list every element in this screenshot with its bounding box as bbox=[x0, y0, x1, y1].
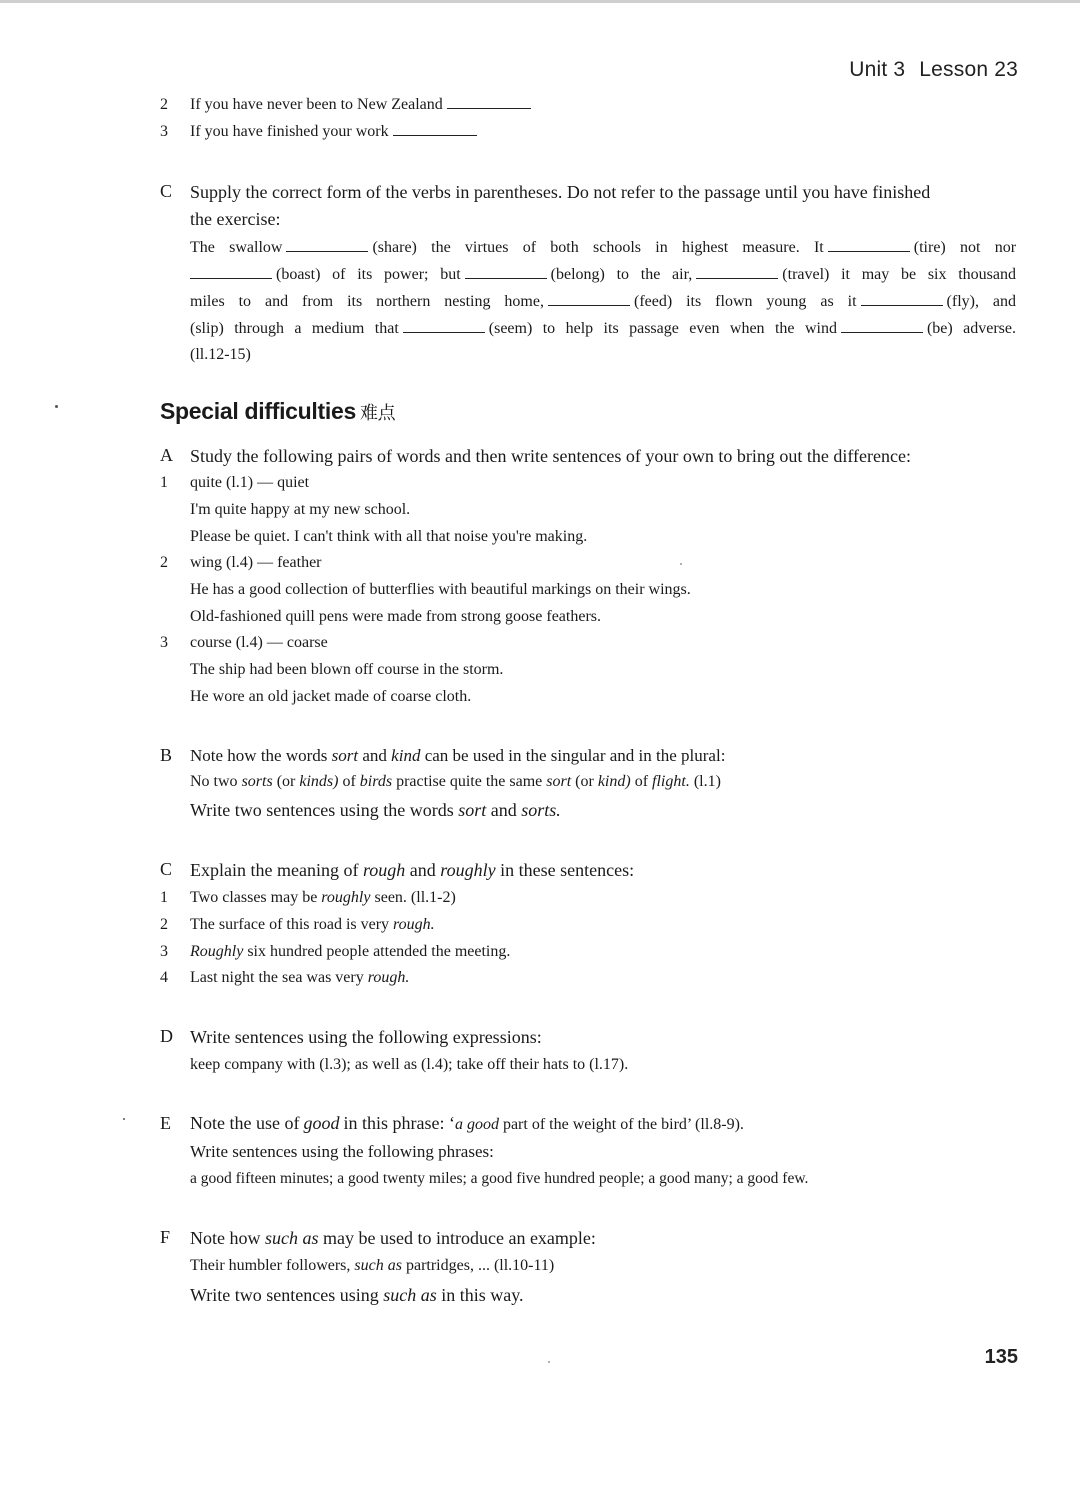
scan-speck bbox=[548, 1361, 550, 1363]
answer-blank[interactable] bbox=[286, 251, 368, 252]
list-item: If you have finished your work bbox=[190, 123, 481, 141]
exercise-instruction-cont: the exercise: bbox=[190, 209, 281, 229]
example-sentence: Their humbler followers, such as partridges, ... (ll.10-11) bbox=[190, 1257, 555, 1274]
exercise-letter: F bbox=[160, 1227, 171, 1247]
example-sentence: Roughly six hundred people attended the meeting. bbox=[190, 943, 511, 960]
answer-blank[interactable] bbox=[447, 108, 531, 109]
example-sentence: He wore an old jacket made of coarse cloth. bbox=[190, 688, 472, 705]
item-number: 2 bbox=[160, 96, 168, 113]
item-number: 2 bbox=[160, 916, 168, 933]
expressions-list: keep company with (l.3); as well as (l.4); take off their hats to (l.17). bbox=[190, 1056, 629, 1073]
example-sentence: Old-fashioned quill pens were made from strong goose feathers. bbox=[190, 608, 601, 625]
answer-blank[interactable] bbox=[190, 278, 272, 279]
exercise-instruction: Write sentences using the following expressions: bbox=[190, 1027, 542, 1047]
lesson-label: Lesson 23 bbox=[919, 58, 1018, 81]
line-reference: (ll.12-15) bbox=[190, 346, 251, 363]
item-number: 3 bbox=[160, 634, 168, 651]
page-number: 135 bbox=[984, 1346, 1018, 1368]
task-text: Write two sentences using the words sort and sorts. bbox=[190, 800, 561, 820]
exercise-letter: C bbox=[160, 859, 173, 879]
exercise-instruction: Explain the meaning of rough and roughly in these sentences: bbox=[190, 860, 635, 880]
page-header bbox=[849, 58, 1018, 82]
example-sentence: No two sorts (or kinds) of birds practise quite the same sort (or kind) of flight. (l.1) bbox=[190, 773, 721, 790]
scan-speck bbox=[680, 563, 682, 565]
cloze-line: The swallow (share) the virtues of both schools in highest measure. It (tire) not nor bbox=[190, 239, 1017, 256]
answer-blank[interactable] bbox=[828, 251, 910, 252]
word-pair: course (l.4) — coarse bbox=[190, 634, 328, 651]
example-sentence: The ship had been blown off course in the storm. bbox=[190, 661, 504, 678]
task-text: Write two sentences using such as in this way. bbox=[190, 1285, 524, 1305]
answer-blank[interactable] bbox=[393, 135, 477, 136]
task-text: Write sentences using the following phrases: bbox=[190, 1142, 494, 1161]
answer-blank[interactable] bbox=[403, 332, 485, 333]
word-pair: quite (l.1) — quiet bbox=[190, 474, 310, 491]
answer-blank[interactable] bbox=[861, 305, 943, 306]
scan-speck bbox=[123, 1118, 125, 1120]
example-sentence: Please be quiet. I can't think with all that noise you're making. bbox=[190, 528, 588, 545]
item-number: 3 bbox=[160, 943, 168, 960]
exercise-letter: B bbox=[160, 745, 173, 765]
section-title-chinese: 难点 bbox=[359, 403, 396, 424]
section-title: Special difficulties 难点 bbox=[160, 398, 396, 424]
cloze-line: miles to and from its northern nesting home, (feed) its flown young as it (fly), and bbox=[190, 293, 1017, 310]
answer-blank[interactable] bbox=[465, 278, 547, 279]
example-sentence: The surface of this road is very rough. bbox=[190, 916, 435, 933]
exercise-letter: A bbox=[160, 445, 173, 465]
answer-blank[interactable] bbox=[841, 332, 923, 333]
answer-blank[interactable] bbox=[548, 305, 630, 306]
exercise-letter: D bbox=[160, 1026, 173, 1046]
example-sentence: Last night the sea was very rough. bbox=[190, 969, 410, 986]
unit-label: Unit 3 bbox=[849, 58, 906, 81]
scan-speck bbox=[55, 405, 58, 408]
item-number: 1 bbox=[160, 889, 168, 906]
exercise-letter: E bbox=[160, 1113, 171, 1133]
exercise-instruction: Note the use of good in this phrase: ‘a good part of the weight of the bird’ (ll.8-9). bbox=[190, 1113, 744, 1133]
item-number: 2 bbox=[160, 554, 168, 571]
answer-blank[interactable] bbox=[696, 278, 778, 279]
example-sentence: Two classes may be roughly seen. (ll.1-2) bbox=[190, 889, 456, 906]
list-item: If you have never been to New Zealand bbox=[190, 96, 535, 114]
word-pair: wing (l.4) — feather bbox=[190, 554, 322, 571]
cloze-line: (slip) through a medium that (seem) to help its passage even when the wind (be) adverse. bbox=[190, 320, 1016, 337]
item-number: 1 bbox=[160, 474, 168, 491]
top-border bbox=[0, 0, 1080, 3]
exercise-instruction: Note how such as may be used to introduce an example: bbox=[190, 1228, 596, 1248]
exercise-instruction: Supply the correct form of the verbs in parentheses. Do not refer to the passage until you have finished bbox=[190, 182, 931, 202]
cloze-line: (boast) of its power; but (belong) to the air, (travel) it may be six thousand bbox=[190, 266, 1016, 284]
exercise-letter: C bbox=[160, 181, 173, 201]
exercise-instruction: Study the following pairs of words and then write sentences of your own to bring out the difference: bbox=[190, 446, 912, 466]
example-sentence: He has a good collection of butterflies with beautiful markings on their wings. bbox=[190, 581, 691, 598]
example-sentence: I'm quite happy at my new school. bbox=[190, 501, 411, 518]
phrases-list: a good fifteen minutes; a good twenty miles; a good five hundred people; a good many; a good few. bbox=[190, 1170, 809, 1187]
item-number: 3 bbox=[160, 123, 168, 140]
exercise-instruction: Note how the words sort and kind can be used in the singular and in the plural: bbox=[190, 746, 726, 765]
item-number: 4 bbox=[160, 969, 168, 986]
